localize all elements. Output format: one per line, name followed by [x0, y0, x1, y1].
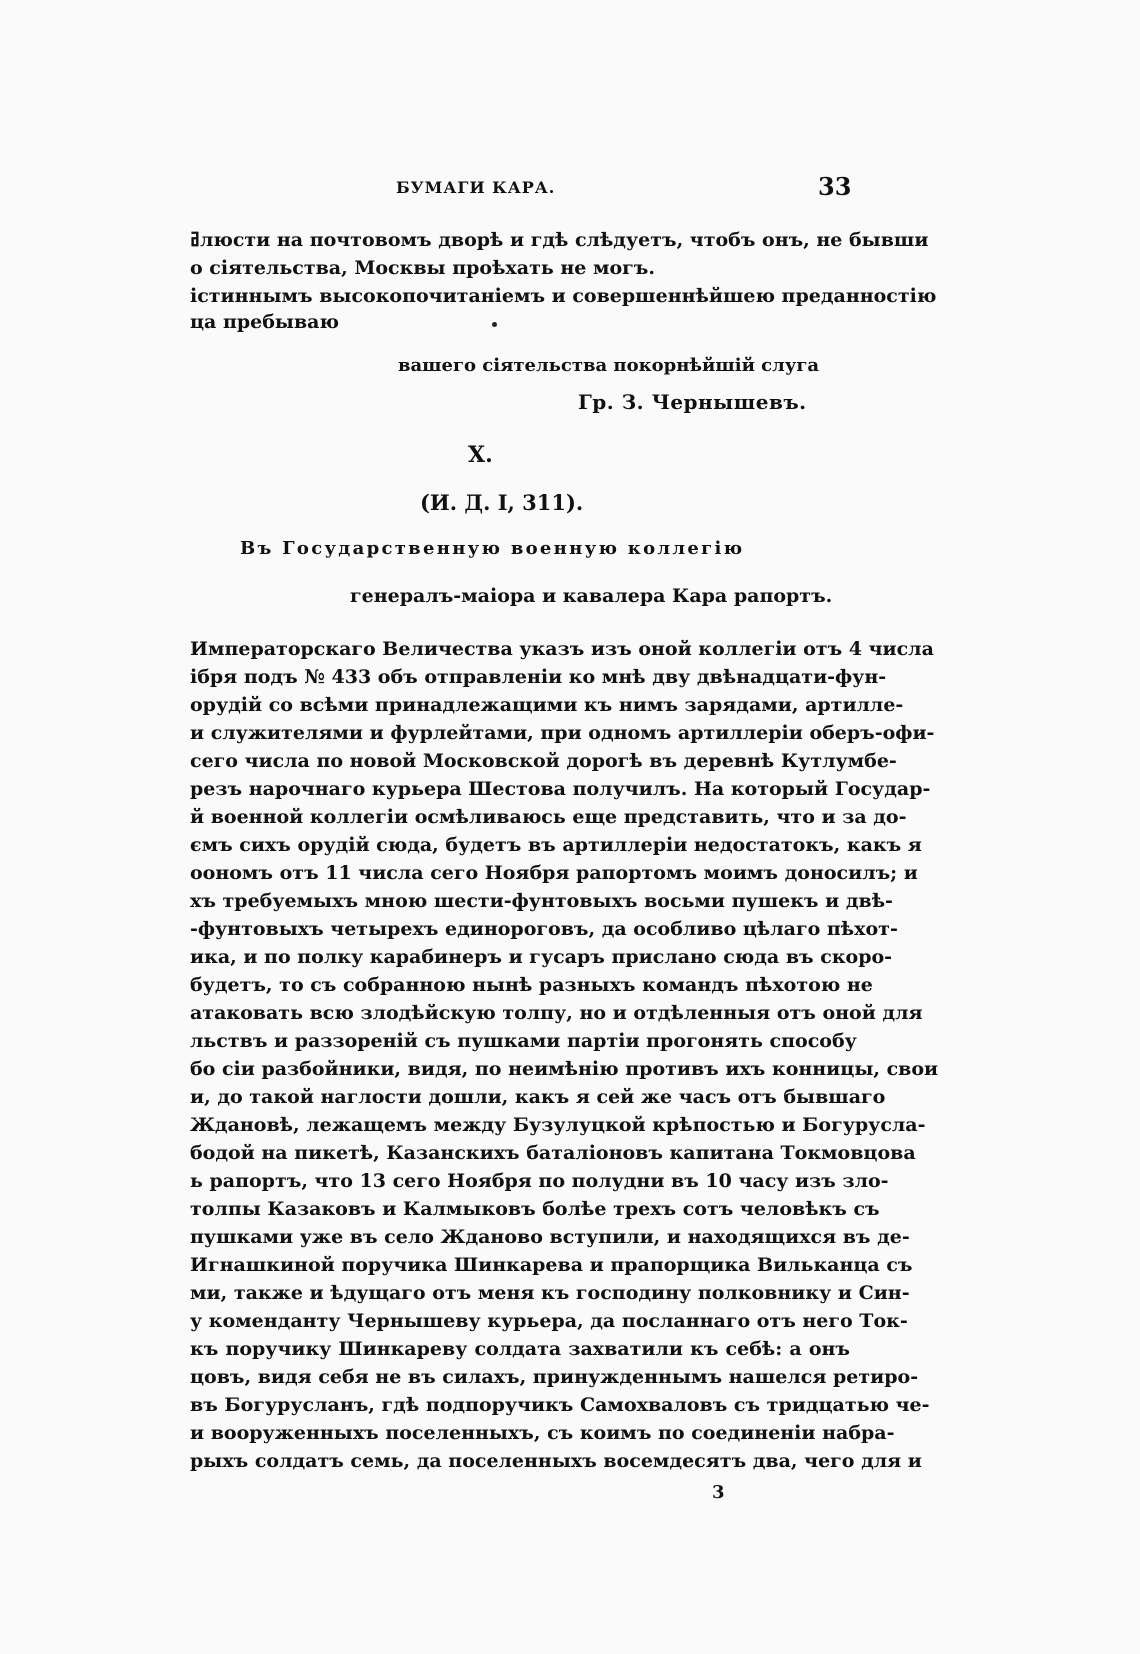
body-line: атаковать всю злодѣйскую толпу, но и отдѣленныя отъ оной для	[190, 1002, 923, 1024]
page-number: 33	[818, 172, 852, 201]
body-line: й военной коллегіи осмѣливаюсь еще представить, что и за до-	[190, 806, 907, 828]
text-line: ца пребываю	[190, 311, 339, 333]
body-line: пушками уже въ село Жданово вступили, и находящихся въ де-	[190, 1226, 910, 1248]
body-line: резъ нарочнаго курьера Шестова получилъ. На который Государ-	[190, 778, 931, 800]
body-line: и, до такой наглости дошли, какъ я сей же часъ отъ бывшаго	[190, 1086, 886, 1108]
body-line: Ждановѣ, лежащемъ между Бузулуцкой крѣпостью и Богурусла-	[190, 1114, 926, 1136]
body-line: -фунтовыхъ четырехъ единороговъ, да особливо цѣлаго пѣхот-	[190, 918, 898, 940]
text-line: істиннымъ высокопочитаніемъ и совершеннѣйшею преданностію	[190, 285, 937, 307]
body-line: рыхъ солдатъ семь, да поселенныхъ восемдесятъ два, чего для и	[190, 1450, 922, 1472]
body-line: Игнашкиной поручика Шинкарева и прапорщика Вильканца съ	[190, 1254, 913, 1276]
sender-heading: генералъ-маіора и кавалера Кара рапортъ.	[350, 585, 833, 607]
body-line: ібря подъ № 433 объ отправленіи ко мнѣ дву двѣнадцати-фун-	[190, 666, 887, 688]
closing-formula: вашего сіятельства покорнѣйшій слуга	[398, 355, 820, 376]
body-line: бо сіи разбойники, видя, по неимѣнію противъ ихъ конницы, свои	[190, 1058, 939, 1080]
body-line: въ Богурусланъ, гдѣ подпоручикъ Самохваловъ съ тридцатью че-	[190, 1394, 930, 1416]
body-line: льствъ и раззореній съ пушками партіи прогонять способу	[190, 1030, 857, 1052]
body-line: будетъ, то съ собранною нынѣ разныхъ командъ пѣхотою не	[190, 974, 873, 996]
ink-speck	[492, 322, 497, 327]
body-line: хъ требуемыхъ мною шести-фунтовыхъ восьми пушекъ и двѣ-	[190, 890, 893, 912]
body-line: оономъ отъ 11 числа сего Ноября рапортомъ моимъ доносилъ; и	[190, 862, 918, 884]
body-line: орудій со всѣми принадлежащими къ нимъ зарядами, артилле-	[190, 694, 904, 716]
body-line: сего числа по новой Московской дорогѣ въ деревнѣ Кутлумбе-	[190, 750, 897, 772]
body-line: цовъ, видя себя не въ силахъ, принужденнымъ нашелся ретиро-	[190, 1366, 919, 1388]
body-line: ь рапортъ, что 13 сего Ноября по полудни въ 10 часу изъ зло-	[190, 1170, 889, 1192]
body-line: Императорскаго Величества указъ изъ оной коллегіи отъ 4 числа	[190, 638, 934, 660]
body-line: толпы Казаковъ и Калмыковъ болѣе трехъ сотъ человѣкъ съ	[190, 1198, 880, 1220]
addressee-heading: Въ Государственную военную коллегію	[240, 538, 745, 559]
printer-signature-mark: 3	[712, 1482, 725, 1503]
archive-citation: (И. Д. I, 311).	[420, 490, 584, 515]
signature: Гр. З. Чернышевъ.	[578, 390, 807, 414]
body-line: ика, и по полку карабинеръ и гусаръ прислано сюда въ скоро-	[190, 946, 893, 968]
body-line: бодой на пикетѣ, Казанскихъ баталіоновъ капитана Токмовцова	[190, 1142, 916, 1164]
text-line: ߥлюсти на почтовомъ дворѣ и гдѣ слѣдуетъ, чтобъ онъ, не бывши	[190, 229, 929, 251]
section-number: X.	[468, 442, 493, 468]
running-head: БУМАГИ КАРА.	[396, 178, 556, 197]
body-line: къ поручику Шинкареву солдата захватили къ себѣ: а онъ	[190, 1338, 850, 1360]
body-line: ми, также и ѣдущаго отъ меня къ господину полковнику и Син-	[190, 1282, 910, 1304]
text-line: о сіятельства, Москвы проѣхать не могъ.	[190, 257, 655, 279]
body-line: ємъ сихъ орудій сюда, будетъ въ артиллеріи недостатокъ, какъ я	[190, 834, 922, 856]
body-line: и служителями и фурлейтами, при одномъ артиллеріи оберъ-офи-	[190, 722, 935, 744]
body-line: у коменданту Чернышеву курьера, да посланнаго отъ него Ток-	[190, 1310, 908, 1332]
body-line: и вооруженныхъ поселенныхъ, съ коимъ по соединеніи набра-	[190, 1422, 895, 1444]
